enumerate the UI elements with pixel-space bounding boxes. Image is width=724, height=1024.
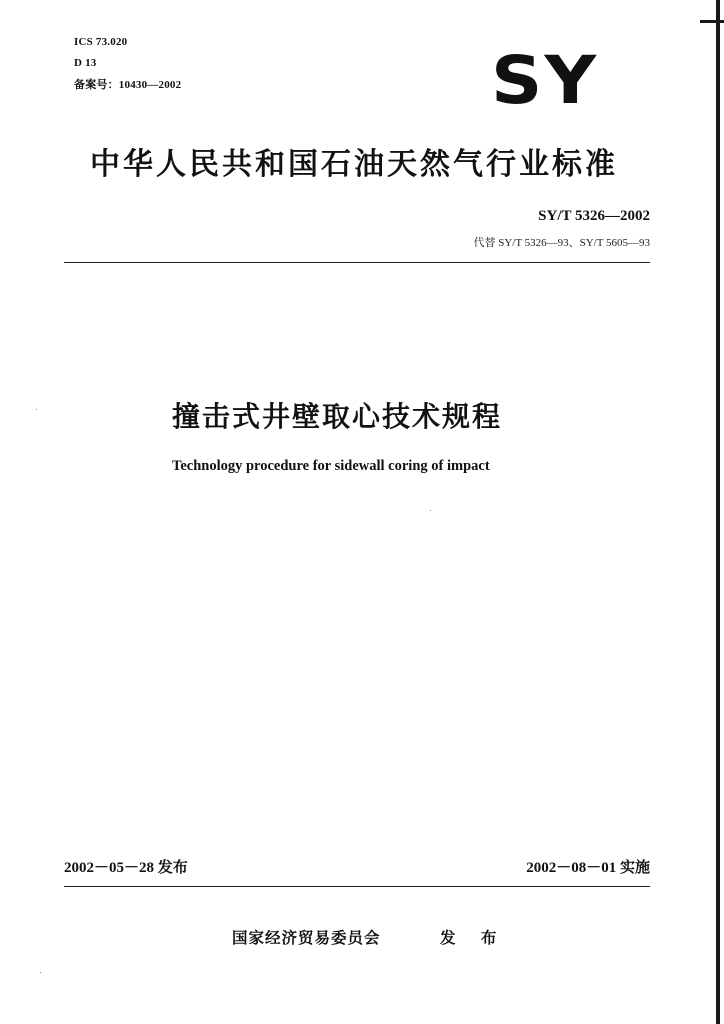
ics-code: ICS 73.020 <box>74 36 128 48</box>
page-corner-mark <box>700 20 724 23</box>
page-edge-border <box>716 0 720 1024</box>
publisher-name: 国家经济贸易委员会 <box>232 929 381 947</box>
scan-speck <box>40 972 41 973</box>
footer-divider <box>64 886 650 887</box>
industry-standard-title: 中华人民共和国石油天然气行业标准 <box>90 147 618 182</box>
publish-label: 发 布 <box>440 929 507 947</box>
header-divider <box>64 262 650 263</box>
document-title-english: Technology procedure for sidewall coring of impact <box>172 458 490 474</box>
ccs-code: D 13 <box>74 57 97 69</box>
document-title-chinese: 撞击式井壁取心技术规程 <box>172 400 503 433</box>
scan-speck <box>36 409 37 410</box>
sy-logo: SY <box>491 42 599 119</box>
replaces-note: 代替 SY/T 5326—93、SY/T 5605—93 <box>473 237 650 249</box>
filing-number: 备案号：10430—2002 <box>74 79 182 91</box>
scan-speck <box>430 510 431 511</box>
effective-date: 2002－08－01 实施 <box>526 860 650 876</box>
issue-date: 2002－05－28 发布 <box>64 860 188 876</box>
standard-number: SY/T 5326—2002 <box>538 208 650 224</box>
